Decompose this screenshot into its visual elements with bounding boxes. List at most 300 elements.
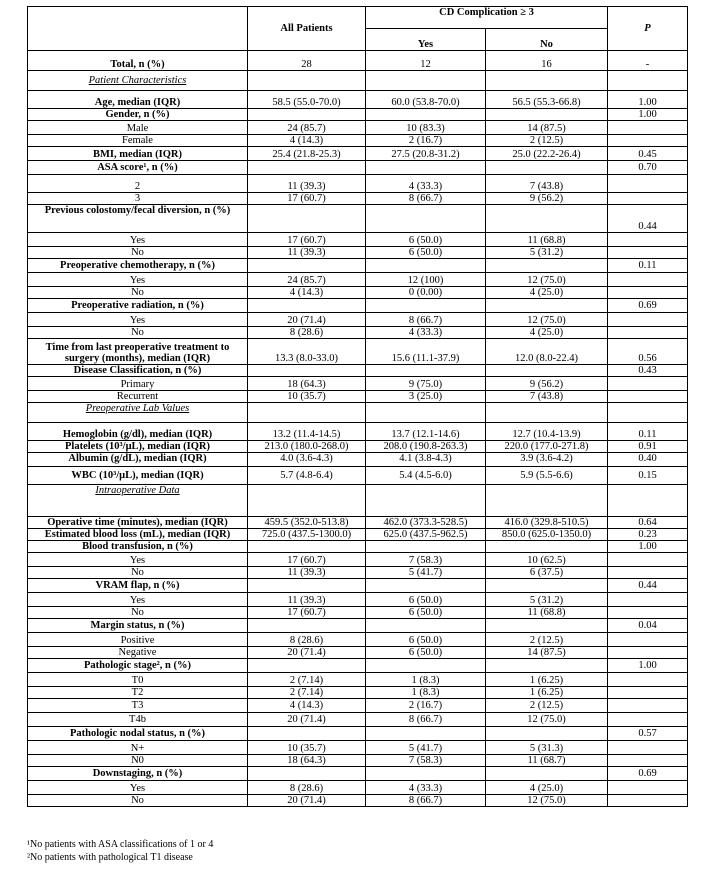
value-cell-all [248, 767, 366, 781]
p-value-cell [608, 313, 688, 327]
value-cell-all: 20 (71.4) [248, 713, 366, 727]
table-row [28, 441, 688, 453]
value-cell-all: 18 (64.3) [248, 755, 366, 767]
p-value-cell [608, 795, 688, 807]
header-no: No [486, 29, 608, 51]
value-cell-all [248, 365, 366, 377]
value-cell-all [248, 579, 366, 593]
value-cell-yes: 1 (8.3) [366, 673, 486, 687]
value-cell-yes [366, 727, 486, 741]
p-value-cell: 0.45 [608, 147, 688, 161]
value-cell-all [248, 727, 366, 741]
value-cell-no: 4 (25.0) [486, 287, 608, 299]
value-cell-all: 4 (14.3) [248, 135, 366, 147]
section-label: Preoperative Lab Values [28, 403, 248, 423]
table-row [28, 529, 688, 541]
value-cell-all: 17 (60.7) [248, 607, 366, 619]
value-cell-yes: 5.4 (4.5-6.0) [366, 467, 486, 485]
table-row [28, 567, 688, 579]
p-value-cell [608, 391, 688, 403]
value-cell-all [248, 619, 366, 633]
value-cell-no: 14 (87.5) [486, 647, 608, 659]
value-cell-all [248, 541, 366, 553]
row-label: N0 [28, 755, 248, 767]
value-cell-all [248, 71, 366, 91]
row-label: Margin status, n (%) [28, 619, 248, 633]
p-value-cell: 0.91 [608, 441, 688, 453]
value-cell-no: 9 (56.2) [486, 193, 608, 205]
p-value-cell [608, 327, 688, 339]
header-row-1 [28, 7, 688, 29]
row-label: Total, n (%) [28, 51, 248, 71]
value-cell-yes: 6 (50.0) [366, 593, 486, 607]
p-value-cell [608, 485, 688, 517]
p-value-cell: 0.69 [608, 299, 688, 313]
value-cell-all [248, 161, 366, 175]
value-cell-yes: 462.0 (373.3-528.5) [366, 517, 486, 529]
row-label: No [28, 247, 248, 259]
value-cell-no [486, 299, 608, 313]
value-cell-no: 7 (43.8) [486, 175, 608, 193]
table-row [28, 727, 688, 741]
table-row [28, 247, 688, 259]
table-row [28, 233, 688, 247]
value-cell-no [486, 579, 608, 593]
patient-characteristics-table [27, 6, 688, 807]
value-cell-all: 17 (60.7) [248, 233, 366, 247]
value-cell-no: 6 (37.5) [486, 567, 608, 579]
p-value-cell [608, 553, 688, 567]
p-value-cell [608, 193, 688, 205]
section-row [28, 485, 688, 517]
table-row [28, 287, 688, 299]
value-cell-all [248, 485, 366, 517]
value-cell-no: 11 (68.8) [486, 233, 608, 247]
value-cell-all: 28 [248, 51, 366, 71]
value-cell-no: 4 (25.0) [486, 781, 608, 795]
table-row [28, 273, 688, 287]
table-row [28, 299, 688, 313]
value-cell-yes [366, 485, 486, 517]
row-label: N+ [28, 741, 248, 755]
p-value-cell: 1.00 [608, 109, 688, 121]
table-row [28, 767, 688, 781]
value-cell-all: 58.5 (55.0-70.0) [248, 91, 366, 109]
section-row [28, 71, 688, 91]
row-label: Preoperative radiation, n (%) [28, 299, 248, 313]
row-label: Downstaging, n (%) [28, 767, 248, 781]
row-label: Preoperative chemotherapy, n (%) [28, 259, 248, 273]
value-cell-yes: 60.0 (53.8-70.0) [366, 91, 486, 109]
value-cell-all: 8 (28.6) [248, 633, 366, 647]
value-cell-yes [366, 767, 486, 781]
table-row [28, 51, 688, 71]
table-row [28, 147, 688, 161]
row-label: BMI, median (IQR) [28, 147, 248, 161]
value-cell-all: 24 (85.7) [248, 121, 366, 135]
table-row [28, 365, 688, 377]
table-row [28, 193, 688, 205]
value-cell-all: 2 (7.14) [248, 673, 366, 687]
row-label: Platelets (10³/μL), median (IQR) [28, 441, 248, 453]
value-cell-yes [366, 619, 486, 633]
value-cell-no [486, 727, 608, 741]
value-cell-no: 850.0 (625.0-1350.0) [486, 529, 608, 541]
value-cell-all: 20 (71.4) [248, 647, 366, 659]
table-row [28, 135, 688, 147]
p-value-cell: 0.40 [608, 453, 688, 467]
row-label: Disease Classification, n (%) [28, 365, 248, 377]
value-cell-all [248, 659, 366, 673]
p-value-cell [608, 647, 688, 659]
row-label: No [28, 327, 248, 339]
row-label: T4b [28, 713, 248, 727]
value-cell-all: 17 (60.7) [248, 553, 366, 567]
value-cell-no [486, 71, 608, 91]
header-cd-complication: CD Complication ≥ 3 [366, 7, 608, 29]
value-cell-no: 5.9 (5.5-6.6) [486, 467, 608, 485]
p-value-cell: 1.00 [608, 659, 688, 673]
section-row [28, 403, 688, 423]
value-cell-all: 11 (39.3) [248, 593, 366, 607]
table-row [28, 161, 688, 175]
p-value-cell [608, 377, 688, 391]
table-row [28, 205, 688, 233]
value-cell-yes: 6 (50.0) [366, 233, 486, 247]
table-row [28, 541, 688, 553]
value-cell-no [486, 365, 608, 377]
p-value-cell: 0.69 [608, 767, 688, 781]
value-cell-yes: 5 (41.7) [366, 741, 486, 755]
p-value-cell [608, 287, 688, 299]
table-row [28, 339, 688, 365]
value-cell-no: 2 (12.5) [486, 699, 608, 713]
value-cell-no: 11 (68.8) [486, 607, 608, 619]
value-cell-no: 12 (75.0) [486, 273, 608, 287]
p-value-cell: 0.23 [608, 529, 688, 541]
row-label: Estimated blood loss (mL), median (IQR) [28, 529, 248, 541]
row-label: 3 [28, 193, 248, 205]
value-cell-no: 16 [486, 51, 608, 71]
header-all-patients: All Patients [248, 7, 366, 51]
value-cell-yes: 4 (33.3) [366, 781, 486, 795]
row-label: Blood transfusion, n (%) [28, 541, 248, 553]
row-label: Positive [28, 633, 248, 647]
row-label: Hemoglobin (g/dl), median (IQR) [28, 423, 248, 441]
value-cell-yes [366, 659, 486, 673]
table-row [28, 453, 688, 467]
p-value-cell [608, 121, 688, 135]
table-row [28, 699, 688, 713]
p-value-cell [608, 713, 688, 727]
footnote-t1: ²No patients with pathological T1 disease [27, 852, 193, 863]
table-row [28, 467, 688, 485]
value-cell-yes: 3 (25.0) [366, 391, 486, 403]
table-row [28, 391, 688, 403]
p-value-cell: 0.04 [608, 619, 688, 633]
p-value-cell: 0.15 [608, 467, 688, 485]
p-value-cell: 0.43 [608, 365, 688, 377]
p-value-cell: 0.44 [608, 205, 688, 233]
value-cell-all: 725.0 (437.5-1300.0) [248, 529, 366, 541]
value-cell-no: 2 (12.5) [486, 633, 608, 647]
table-row [28, 259, 688, 273]
row-label: Albumin (g/dL), median (IQR) [28, 453, 248, 467]
p-value-cell: 0.11 [608, 259, 688, 273]
value-cell-yes: 12 [366, 51, 486, 71]
value-cell-yes: 7 (58.3) [366, 755, 486, 767]
value-cell-yes [366, 365, 486, 377]
table-row [28, 175, 688, 193]
value-cell-all: 4 (14.3) [248, 287, 366, 299]
value-cell-yes: 6 (50.0) [366, 633, 486, 647]
value-cell-all: 4.0 (3.6-4.3) [248, 453, 366, 467]
value-cell-all: 213.0 (180.0-268.0) [248, 441, 366, 453]
p-value-cell: - [608, 51, 688, 71]
value-cell-no [486, 485, 608, 517]
row-label: Yes [28, 233, 248, 247]
value-cell-yes [366, 71, 486, 91]
table-row [28, 517, 688, 529]
p-value-cell [608, 247, 688, 259]
table-row [28, 121, 688, 135]
p-value-cell [608, 135, 688, 147]
row-label: Pathologic stage², n (%) [28, 659, 248, 673]
value-cell-no: 1 (6.25) [486, 687, 608, 699]
value-cell-yes [366, 403, 486, 423]
section-label: Patient Characteristics [28, 71, 248, 91]
p-value-cell [608, 699, 688, 713]
value-cell-no: 14 (87.5) [486, 121, 608, 135]
table-row [28, 91, 688, 109]
table-row [28, 327, 688, 339]
table-row [28, 633, 688, 647]
row-label: 2 [28, 175, 248, 193]
value-cell-yes: 2 (16.7) [366, 699, 486, 713]
value-cell-yes [366, 299, 486, 313]
row-label: Female [28, 135, 248, 147]
value-cell-all: 13.3 (8.0-33.0) [248, 339, 366, 365]
value-cell-all: 11 (39.3) [248, 247, 366, 259]
value-cell-no: 5 (31.2) [486, 247, 608, 259]
value-cell-no [486, 541, 608, 553]
value-cell-yes: 8 (66.7) [366, 713, 486, 727]
value-cell-all: 459.5 (352.0-513.8) [248, 517, 366, 529]
p-value-cell [608, 781, 688, 795]
table-row [28, 659, 688, 673]
row-label: T0 [28, 673, 248, 687]
row-label: T3 [28, 699, 248, 713]
value-cell-no: 12 (75.0) [486, 313, 608, 327]
row-label: Negative [28, 647, 248, 659]
row-label: Yes [28, 313, 248, 327]
value-cell-yes [366, 109, 486, 121]
table-row [28, 673, 688, 687]
value-cell-no [486, 403, 608, 423]
p-value-cell: 0.56 [608, 339, 688, 365]
value-cell-no: 25.0 (22.2-26.4) [486, 147, 608, 161]
p-value-cell: 0.57 [608, 727, 688, 741]
row-label: Recurrent [28, 391, 248, 403]
value-cell-no [486, 205, 608, 233]
value-cell-all [248, 109, 366, 121]
p-value-cell [608, 607, 688, 619]
value-cell-all: 8 (28.6) [248, 781, 366, 795]
value-cell-yes [366, 259, 486, 273]
value-cell-all: 20 (71.4) [248, 795, 366, 807]
value-cell-yes: 7 (58.3) [366, 553, 486, 567]
p-value-cell [608, 673, 688, 687]
value-cell-all: 11 (39.3) [248, 567, 366, 579]
table-body [28, 51, 688, 807]
value-cell-all: 17 (60.7) [248, 193, 366, 205]
row-label: Previous colostomy/fecal diversion, n (%) [28, 205, 248, 233]
value-cell-yes: 5 (41.7) [366, 567, 486, 579]
row-label: No [28, 607, 248, 619]
value-cell-no: 4 (25.0) [486, 327, 608, 339]
value-cell-no: 3.9 (3.6-4.2) [486, 453, 608, 467]
value-cell-yes: 8 (66.7) [366, 193, 486, 205]
row-label: Yes [28, 593, 248, 607]
header-p-value: P [608, 7, 688, 51]
value-cell-all: 5.7 (4.8-6.4) [248, 467, 366, 485]
footnotes [27, 838, 213, 864]
row-label: T2 [28, 687, 248, 699]
table-row [28, 755, 688, 767]
row-label: No [28, 795, 248, 807]
value-cell-no: 220.0 (177.0-271.8) [486, 441, 608, 453]
value-cell-no: 2 (12.5) [486, 135, 608, 147]
row-label: VRAM flap, n (%) [28, 579, 248, 593]
value-cell-all [248, 205, 366, 233]
p-value-cell [608, 273, 688, 287]
value-cell-no [486, 161, 608, 175]
table-row [28, 423, 688, 441]
header-yes: Yes [366, 29, 486, 51]
value-cell-yes: 6 (50.0) [366, 647, 486, 659]
value-cell-yes [366, 161, 486, 175]
row-label: Yes [28, 781, 248, 795]
value-cell-all: 25.4 (21.8-25.3) [248, 147, 366, 161]
section-label: Intraoperative Data [28, 485, 248, 517]
value-cell-no: 12 (75.0) [486, 795, 608, 807]
value-cell-yes: 4 (33.3) [366, 175, 486, 193]
value-cell-no: 7 (43.8) [486, 391, 608, 403]
value-cell-yes: 208.0 (190.8-263.3) [366, 441, 486, 453]
p-value-cell [608, 593, 688, 607]
value-cell-all [248, 259, 366, 273]
value-cell-no [486, 109, 608, 121]
table-row [28, 553, 688, 567]
value-cell-yes: 6 (50.0) [366, 247, 486, 259]
row-label: Yes [28, 273, 248, 287]
value-cell-all: 4 (14.3) [248, 699, 366, 713]
value-cell-no [486, 619, 608, 633]
p-value-cell [608, 633, 688, 647]
value-cell-all: 10 (35.7) [248, 391, 366, 403]
value-cell-no: 12 (75.0) [486, 713, 608, 727]
table-row [28, 619, 688, 633]
p-value-cell: 0.64 [608, 517, 688, 529]
table-row [28, 593, 688, 607]
row-label: No [28, 567, 248, 579]
p-value-cell [608, 567, 688, 579]
value-cell-no: 9 (56.2) [486, 377, 608, 391]
value-cell-no: 1 (6.25) [486, 673, 608, 687]
value-cell-all: 13.2 (11.4-14.5) [248, 423, 366, 441]
table-row [28, 687, 688, 699]
row-label: Gender, n (%) [28, 109, 248, 121]
p-value-cell: 0.11 [608, 423, 688, 441]
p-value-cell [608, 403, 688, 423]
value-cell-yes: 625.0 (437.5-962.5) [366, 529, 486, 541]
row-label: Age, median (IQR) [28, 91, 248, 109]
value-cell-no: 10 (62.5) [486, 553, 608, 567]
value-cell-all: 20 (71.4) [248, 313, 366, 327]
row-label: ASA score¹, n (%) [28, 161, 248, 175]
value-cell-yes: 15.6 (11.1-37.9) [366, 339, 486, 365]
table-row [28, 313, 688, 327]
value-cell-all [248, 299, 366, 313]
value-cell-no: 5 (31.2) [486, 593, 608, 607]
value-cell-yes: 10 (83.3) [366, 121, 486, 135]
row-label: Operative time (minutes), median (IQR) [28, 517, 248, 529]
p-value-cell [608, 755, 688, 767]
value-cell-yes: 6 (50.0) [366, 607, 486, 619]
p-value-cell: 1.00 [608, 91, 688, 109]
value-cell-no: 11 (68.7) [486, 755, 608, 767]
value-cell-yes [366, 205, 486, 233]
row-label: Primary [28, 377, 248, 391]
value-cell-yes: 12 (100) [366, 273, 486, 287]
table-row [28, 607, 688, 619]
value-cell-yes: 13.7 (12.1-14.6) [366, 423, 486, 441]
value-cell-no [486, 767, 608, 781]
table-row [28, 795, 688, 807]
value-cell-yes: 4 (33.3) [366, 327, 486, 339]
p-value-cell: 0.70 [608, 161, 688, 175]
value-cell-no: 56.5 (55.3-66.8) [486, 91, 608, 109]
value-cell-yes: 2 (16.7) [366, 135, 486, 147]
value-cell-all: 24 (85.7) [248, 273, 366, 287]
value-cell-no [486, 259, 608, 273]
value-cell-no: 12.0 (8.0-22.4) [486, 339, 608, 365]
value-cell-no: 12.7 (10.4-13.9) [486, 423, 608, 441]
row-label: No [28, 287, 248, 299]
value-cell-no: 5 (31.3) [486, 741, 608, 755]
value-cell-yes [366, 579, 486, 593]
p-value-cell [608, 741, 688, 755]
row-label: Male [28, 121, 248, 135]
p-value-cell [608, 71, 688, 91]
p-value-cell [608, 233, 688, 247]
value-cell-yes: 9 (75.0) [366, 377, 486, 391]
value-cell-no: 416.0 (329.8-510.5) [486, 517, 608, 529]
table-row [28, 109, 688, 121]
value-cell-all: 8 (28.6) [248, 327, 366, 339]
value-cell-all: 18 (64.3) [248, 377, 366, 391]
p-value-cell [608, 687, 688, 699]
value-cell-all: 10 (35.7) [248, 741, 366, 755]
p-value-cell: 0.44 [608, 579, 688, 593]
value-cell-yes: 8 (66.7) [366, 795, 486, 807]
row-label: Pathologic nodal status, n (%) [28, 727, 248, 741]
table-row [28, 377, 688, 391]
table-row [28, 781, 688, 795]
p-value-cell [608, 175, 688, 193]
value-cell-yes: 8 (66.7) [366, 313, 486, 327]
p-value-cell: 1.00 [608, 541, 688, 553]
